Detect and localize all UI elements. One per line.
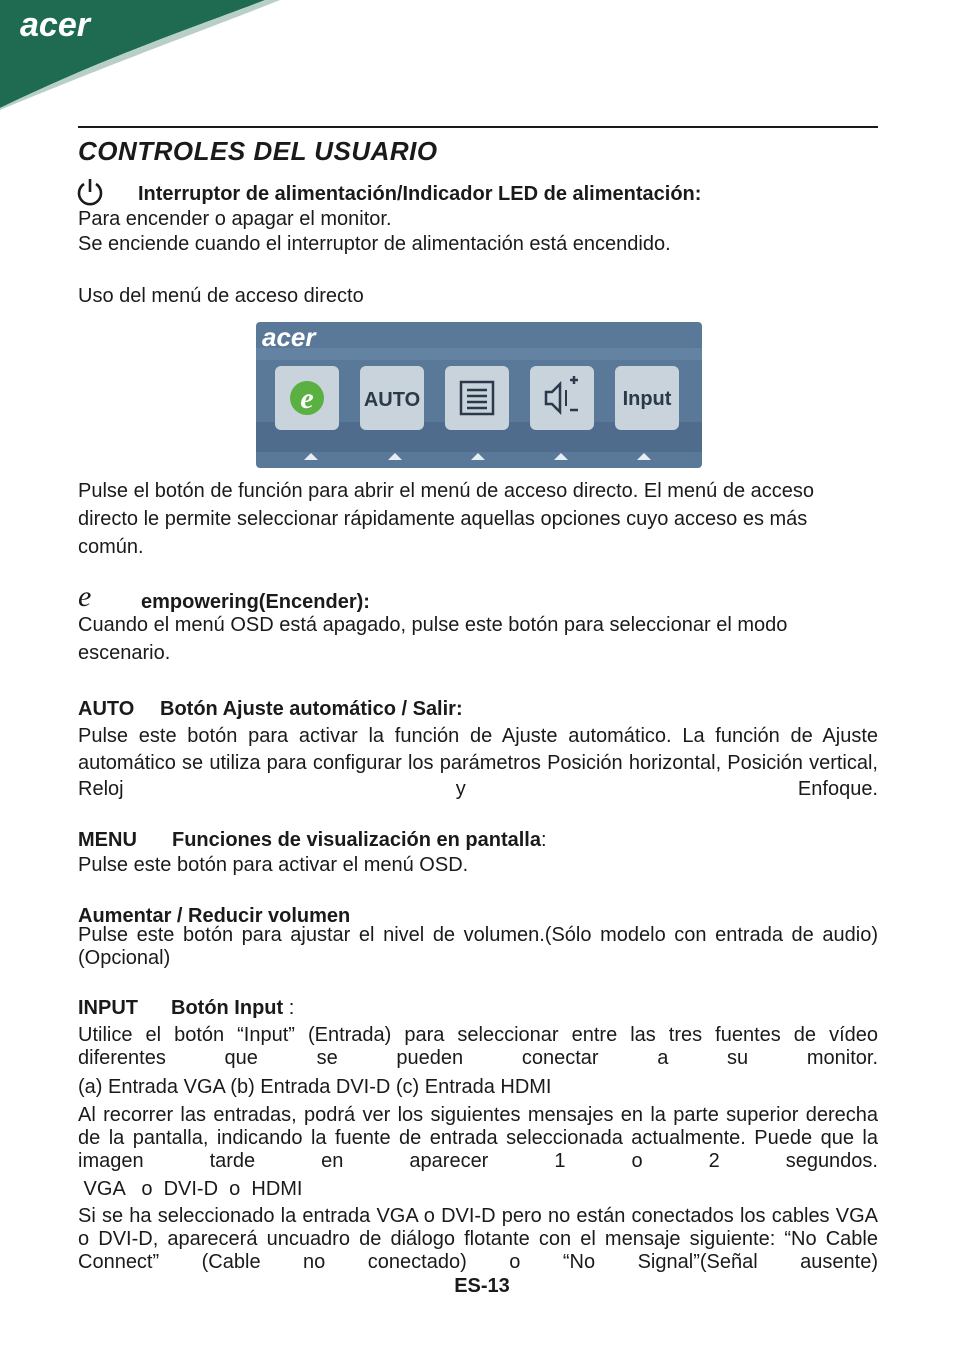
input-key: INPUT [78,997,138,1019]
auto-heading: Botón Ajuste automático / Salir: [160,698,463,720]
input-heading: Botón Input [171,997,284,1019]
menu-text: Pulse este botón para activar el menú OSD. [78,854,469,876]
svg-text:e: e [78,584,92,612]
header-band [0,0,954,110]
svg-text:e: e [300,382,314,415]
menu-heading-line [172,828,547,852]
input-options: (a) Entrada VGA (b) Entrada DVI-D (c) Entrada HDMI [78,1076,552,1098]
page-title: CONTROLES DEL USUARIO [78,136,438,166]
empowering-text: Cuando el menú OSD está apagado, pulse este botón para seleccionar el modo escenario. [78,614,788,664]
input-text1: Utilice el botón “Input” (Entrada) para seleccionar entre las tres fuentes de vídeo diferentes que se pueden conectar a su monitor. [78,1024,878,1069]
input-button-label: Input [622,388,672,410]
input-colon: : [283,997,295,1019]
input-text2: Al recorrer las entradas, podrá ver los siguientes mensajes en la parte superior derecha de la pantalla, indicando la fuente de entrada seleccionada actualmente. Puede que la imagen tarde en aparecer 1 o 2 segundos. [78,1104,878,1172]
power-heading: Interruptor de alimentación/Indicador LED de alimentación: [138,183,702,205]
page-number: ES-13 [454,1275,510,1297]
menu-button [445,366,509,430]
menu-heading: Funciones de visualización en pantalla [172,829,541,851]
shortcut-title: Uso del menú de acceso directo [78,285,364,307]
power-icon [76,177,104,207]
acer-logo: acer [20,6,90,44]
empowering-e-icon [76,584,110,612]
volume-button [530,366,594,430]
power-line1: Para encender o apagar el monitor. [78,208,392,230]
input-text3: Si se ha seleccionado la entrada VGA o DVI-D pero no están conectados los cables VGA o DVI-D, aparecerá uncuadro de diálogo flotante con el mensaje siguiente: “No Cable Connect” (Cable no conectado) o “No Signal”(Señal ausente) [78,1205,878,1273]
title-rule [78,126,878,128]
power-line2: Se enciende cuando el interruptor de alimentación está encendido. [78,233,671,255]
volume-heading: Aumentar / Reducir volumen [78,905,351,927]
auto-key: AUTO [78,698,135,720]
empowering-button [275,366,339,430]
menu-colon: : [540,829,547,851]
input-heading-line [171,996,294,1020]
volume-text: Pulse este botón para ajustar el nivel de volumen.(Sólo modelo con entrada de audio) (Opcional) [78,924,878,969]
panel-acer-logo: acer [262,322,316,352]
input-sources: VGA o DVI-D o HDMI [78,1178,303,1200]
shortcut-menu-panel [256,322,702,468]
auto-button [360,366,424,430]
input-button [615,366,679,430]
empowering-heading: empowering(Encender): [141,591,370,613]
auto-text: Pulse este botón para activar la función de Ajuste automático. La función de Ajuste automático se utiliza para configurar los parámetros Posición horizontal, Posición vertical, Reloj y Enfoque. [78,725,878,800]
shortcut-description: Pulse el botón de función para abrir el menú de acceso directo. El menú de acceso directo le permite seleccionar rápidamente aquellas opciones cuyo acceso es más común. [78,480,814,558]
menu-key: MENU [78,829,137,851]
auto-button-label: AUTO [363,389,421,411]
